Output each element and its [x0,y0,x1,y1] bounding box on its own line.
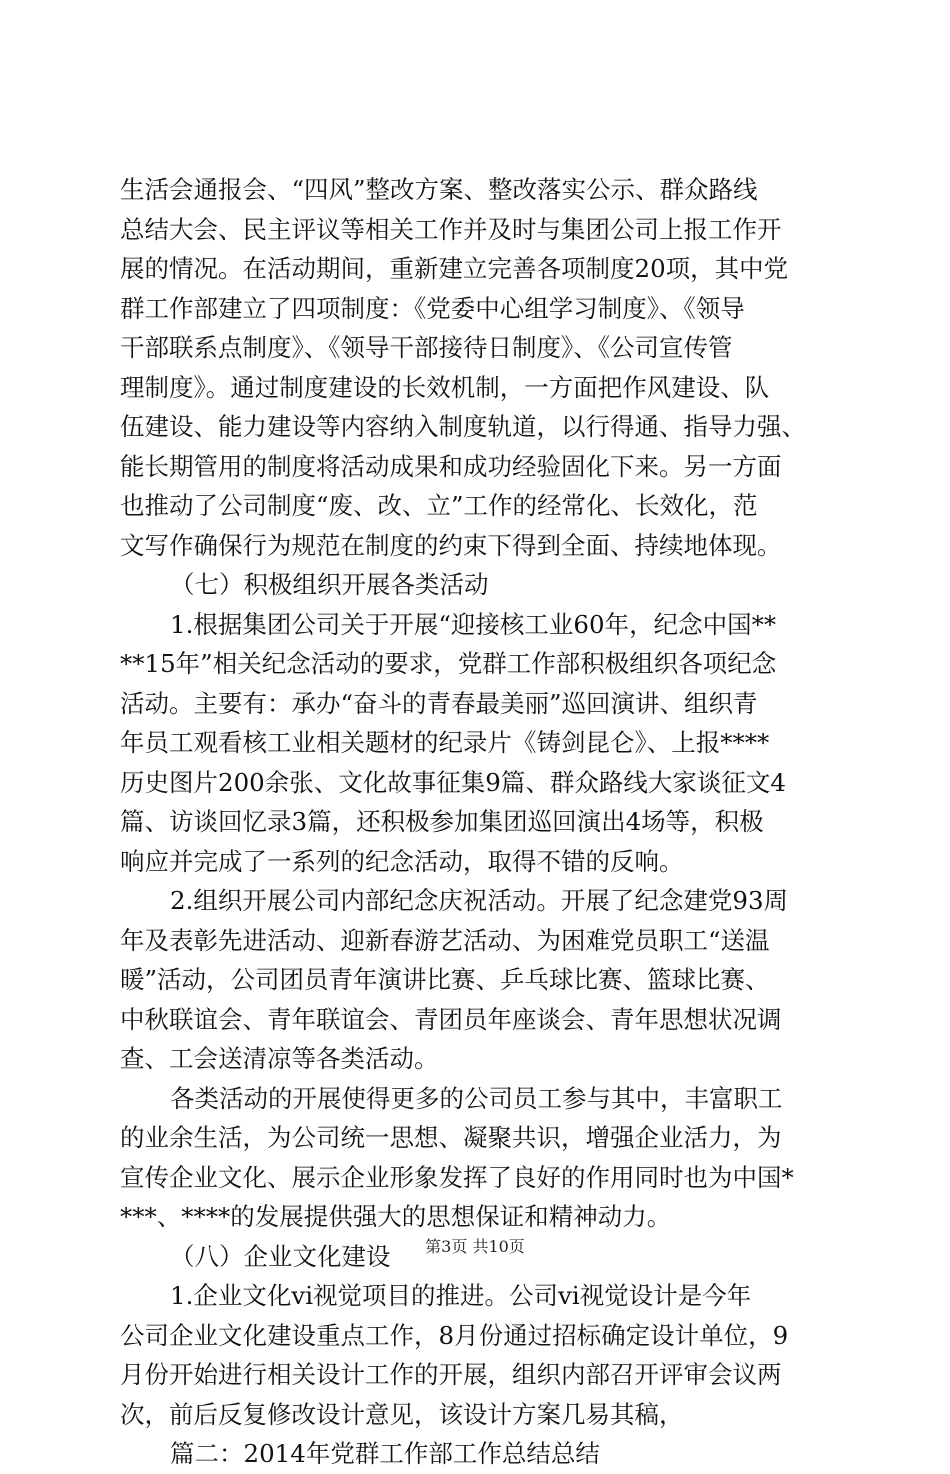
text-line: 年员工观看核工业相关题材的纪录片《铸剑昆仑》、上报**** [120,728,770,757]
text-line: 1.企业文化vi视觉项目的推进。公司vi视觉设计是今年 [170,1281,752,1310]
text-line: 宣传企业文化、展示企业形象发挥了良好的作用同时也为中国* [120,1162,794,1192]
text-line: 也推动了公司制度“废、改、立”工作的经常化、长效化，范 [120,491,758,520]
page-number-footer: 第3页 共10页 [425,1237,525,1256]
text-line: 伍建设、能力建设等内容纳入制度轨道，以行得通、指导力强、 [120,412,806,441]
text-line: 理制度》。通过制度建设的长效机制，一方面把作风建设、队 [120,372,770,402]
text-line: **15年”相关纪念活动的要求，党群工作部积极组织各项纪念 [120,649,777,678]
text-line: 次，前后反复修改设计意见，该设计方案几易其稿， [120,1399,684,1429]
text-line: 群工作部建立了四项制度：《党委中心组学习制度》、《领导 [120,293,745,323]
text-line: 总结大会、民主评议等相关工作并及时与集团公司上报工作开 [120,214,782,244]
text-line: 月份开始进行相关设计工作的开展，组织内部召开评审会议两 [120,1360,782,1389]
text-line: 干部联系点制度》、《领导干部接待日制度》、《公司宣传管 [120,333,733,362]
text-line: 响应并完成了一系列的纪念活动，取得不错的反响。 [120,846,684,876]
text-line: 1.根据集团公司关于开展“迎接核工业60年，纪念中国** [170,609,777,639]
text-line: 年及表彰先进活动、迎新春游艺活动、为困难党员职工“送温 [120,925,770,955]
text-line: 各类活动的开展使得更多的公司员工参与其中，丰富职工 [170,1083,783,1113]
text-line: 公司企业文化建设重点工作，8月份通过招标确定设计单位，9 [120,1320,789,1350]
text-line: 暖”活动，公司团员青年演讲比赛、乒乓球比赛、篮球比赛、 [120,965,770,994]
text-line: ***、****的发展提供强大的思想保证和精神动力。 [120,1202,672,1231]
text-line: 2.组织开展公司内部纪念庆祝活动。开展了纪念建党93周 [170,886,789,915]
text-line: 中秋联谊会、青年联谊会、青团员年座谈会、青年思想状况调 [120,1004,782,1034]
text-line: 篇、访谈回忆录3篇，还积极参加集团巡回演出4场等，积极 [120,807,764,836]
text-line: 历史图片200余张、文化故事征集9篇、群众路线大家谈征文4 [120,767,786,797]
body-text [120,170,850,1474]
text-line: 生活会通报会、“四风”整改方案、整改落实公示、群众路线 [120,175,758,204]
section-heading: （八）企业文化建设 [170,1241,391,1271]
text-line: 文写作确保行为规范在制度的约束下得到全面、持续地体现。 [120,530,782,560]
section-heading: 篇二：2014年党群工作部工作总结总结 [170,1439,600,1468]
text-line: 活动。主要有：承办“奋斗的青春最美丽”巡回演讲、组织青 [120,688,758,718]
text-line: 展的情况。在活动期间，重新建立完善各项制度20项，其中党 [120,254,789,283]
text-line: 查、工会送清凉等各类活动。 [120,1044,439,1073]
section-heading: （七）积极组织开展各类活动 [170,570,489,599]
text-line: 的业余生活，为公司统一思想、凝聚共识，增强企业活力，为 [120,1123,782,1152]
text-line: 能长期管用的制度将活动成果和成功经验固化下来。另一方面 [120,451,782,481]
